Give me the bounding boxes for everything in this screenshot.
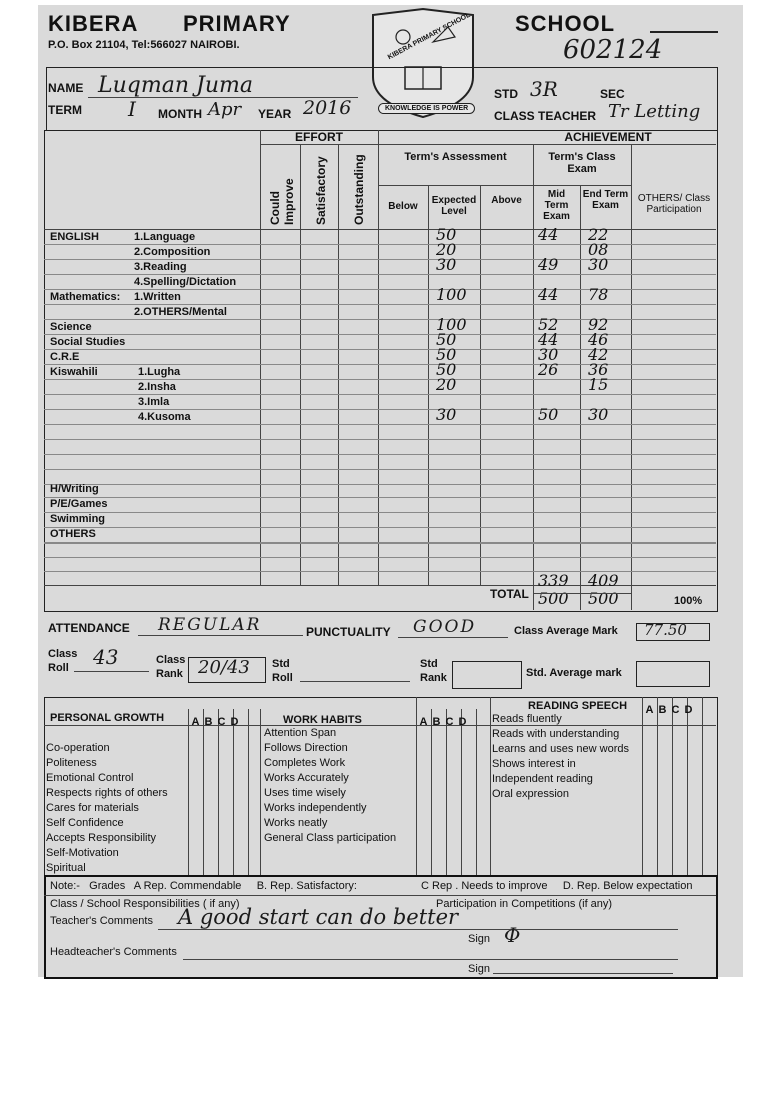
below-col: Below — [388, 201, 418, 212]
subject-name: 1.Lugha — [138, 366, 181, 378]
subject-name: 2.OTHERS/Mental — [134, 306, 227, 318]
class-roll-label: Class Roll — [48, 648, 78, 674]
subject-expected-mark: 50 — [436, 330, 457, 349]
subject-expected-mark: 20 — [436, 375, 457, 394]
month-label: MONTH — [158, 107, 202, 121]
personal-list-item: Respects rights of others — [46, 787, 168, 799]
subject-name: 1.Language — [134, 231, 196, 243]
std-rank-label: Std Rank — [420, 658, 447, 684]
punctuality-value: GOOD — [413, 617, 477, 637]
work-list-item: Uses time wisely — [264, 787, 346, 799]
std-value: 3R — [530, 77, 558, 101]
personal-list-item: Politeness — [46, 757, 97, 769]
total-end-bottom: 500 — [588, 589, 619, 608]
term-assessment-header: Term's Assessment — [404, 151, 507, 163]
month-value: Apr — [208, 99, 242, 120]
subject-end-mark: 36 — [588, 360, 609, 379]
reading-list-item: Reads fluently — [492, 713, 562, 725]
expected-col: Expected Level — [431, 195, 477, 217]
reading-list-item: Oral expression — [492, 788, 570, 800]
reading-list-item: Learns and uses new words — [492, 743, 629, 755]
subject-name: 2.Insha — [138, 381, 176, 393]
achievement-header: ACHIEVEMENT — [564, 130, 652, 144]
effort-outstanding: Outstanding — [352, 154, 366, 225]
term-value: I — [128, 97, 136, 121]
sec-label: SEC — [600, 87, 625, 101]
teacher-comment-value: A good start can do better — [178, 905, 459, 929]
subject-end-mark: 22 — [588, 225, 609, 244]
competitions-label: Participation in Competitions (if any) — [436, 898, 613, 910]
personal-list-item: Cares for materials — [46, 802, 139, 814]
subject-mid-mark: 50 — [538, 405, 559, 424]
total-label: TOTAL — [490, 587, 529, 601]
head-sign-label: Sign — [468, 963, 491, 975]
subject-group: Science — [50, 321, 92, 333]
std-label: STD — [494, 87, 518, 101]
school-name-mid: PRIMARY — [183, 11, 291, 36]
subject-expected-mark: 100 — [436, 315, 467, 334]
std-average-label: Std. Average mark — [526, 667, 622, 679]
std-roll-label: Std Roll — [272, 658, 293, 684]
work-list-item: Works Accurately — [264, 772, 349, 784]
end-term-col: End Term Exam — [582, 189, 629, 211]
total-mid-top: 339 — [538, 571, 569, 590]
subject-mid-mark: 30 — [538, 345, 559, 364]
subject-expected-mark: 30 — [436, 405, 457, 424]
effort-satisfactory: Satisfactory — [314, 156, 328, 225]
subject-end-mark: 78 — [588, 285, 609, 304]
subject-group: C.R.E — [50, 351, 80, 363]
subject-group: Mathematics: — [50, 291, 121, 303]
attendance-value: REGULAR — [158, 615, 262, 635]
handwritten-number: 602124 — [563, 35, 663, 65]
subject-end-mark: 46 — [588, 330, 609, 349]
personal-list-item: Emotional Control — [46, 772, 134, 784]
subject-expected-mark: 100 — [436, 285, 467, 304]
class-teacher-label: CLASS TEACHER — [494, 109, 597, 123]
subject-name: 4.Kusoma — [138, 411, 191, 423]
personal-list-item: Co-operation — [46, 742, 110, 754]
subject-mid-mark: 26 — [538, 360, 559, 379]
strike-mark — [650, 31, 718, 33]
reading-speech-header: READING SPEECH — [528, 700, 628, 712]
class-average-label: Class Average Mark — [514, 625, 618, 637]
others-col: OTHERS/ Class Participation — [637, 193, 711, 215]
name-label: NAME — [48, 81, 84, 95]
personal-list-item: Spiritual — [46, 862, 86, 874]
personal-list-item: Self Confidence — [46, 817, 124, 829]
teacher-comments-label: Teacher's Comments — [50, 915, 153, 927]
class-exam-header: Term's Class Exam — [548, 151, 616, 175]
class-teacher-value: Tr Letting — [608, 101, 701, 122]
effort-could-improve: Could Improve — [268, 178, 296, 225]
year-label: YEAR — [258, 107, 292, 121]
personal-growth-header: PERSONAL GROWTH — [50, 712, 165, 724]
responsibilities-label: Class / School Responsibilities ( if any) — [50, 898, 240, 910]
reading-list-item: Independent reading — [492, 773, 593, 785]
reading-grade-letters: A B C D — [645, 704, 693, 716]
reading-list-item: Reads with understanding — [492, 728, 620, 740]
personal-list-item: Accepts Responsibility — [46, 832, 157, 844]
punctuality-label: PUNCTUALITY — [306, 625, 391, 639]
subject-mid-mark: 44 — [538, 225, 559, 244]
subject-mid-mark: 49 — [538, 255, 559, 274]
subject-name: 4.Spelling/Dictation — [134, 276, 237, 288]
total-mid-bottom: 500 — [538, 589, 569, 608]
subject-mid-mark: 52 — [538, 315, 559, 334]
extra-subject: H/Writing — [50, 483, 99, 495]
teacher-sign-label: Sign — [468, 933, 491, 945]
class-rank-label: Class Rank — [156, 654, 186, 680]
personal-list-item: Self-Motivation — [46, 847, 119, 859]
mid-term-col: Mid Term Exam — [543, 189, 570, 222]
work-list-item: Completes Work — [264, 757, 346, 769]
attendance-label: ATTENDANCE — [48, 621, 130, 635]
subject-group: ENGLISH — [50, 231, 99, 243]
subject-group: Social Studies — [50, 336, 126, 348]
school-address: P.O. Box 21104, Tel:566027 NAIROBI. — [48, 39, 240, 51]
subject-end-mark: 92 — [588, 315, 609, 334]
subject-end-mark: 15 — [588, 375, 609, 394]
report-card — [38, 5, 743, 977]
subject-mid-mark: 44 — [538, 330, 559, 349]
subject-expected-mark: 20 — [436, 240, 457, 259]
work-list-item: Works independently — [264, 802, 367, 814]
subject-expected-mark: 30 — [436, 255, 457, 274]
subject-group: Kiswahili — [50, 366, 98, 378]
work-list-item: Works neatly — [264, 817, 328, 829]
total-end-top: 409 — [588, 571, 619, 590]
subject-name: 1.Written — [134, 291, 181, 303]
subject-expected-mark: 50 — [436, 360, 457, 379]
above-col: Above — [491, 195, 522, 206]
subject-end-mark: 42 — [588, 345, 609, 364]
class-roll-value: 43 — [93, 645, 119, 669]
work-habits-header: WORK HABITS — [283, 714, 362, 726]
work-list-item: Attention Span — [264, 727, 337, 739]
teacher-signature-icon: Φ — [504, 923, 521, 947]
work-grade-letters: A B C D — [419, 716, 467, 728]
subject-end-mark: 08 — [588, 240, 609, 259]
subject-end-mark: 30 — [588, 255, 609, 274]
seal-motto: KNOWLEDGE IS POWER — [378, 103, 475, 114]
subject-mid-mark: 44 — [538, 285, 559, 304]
class-average-value: 77.50 — [644, 621, 687, 639]
subject-name: 3.Reading — [134, 261, 187, 273]
subject-name: 3.Imla — [138, 396, 170, 408]
year-value: 2016 — [303, 97, 352, 119]
subject-expected-mark: 50 — [436, 345, 457, 364]
extra-subject: OTHERS — [50, 528, 96, 540]
seal-text: KIBERA PRIMARY SCHOOL — [386, 11, 472, 62]
school-name-left: KIBERA — [48, 11, 139, 36]
subject-name: 2.Composition — [134, 246, 211, 258]
grades-note-cd: C Rep . Needs to improve D. Rep. Below expectation — [421, 880, 693, 892]
extra-subject: P/E/Games — [50, 498, 108, 510]
grades-note: Note:- Grades A Rep. Commendable B. Rep. Satisfactory: — [50, 880, 357, 892]
term-label: TERM — [48, 103, 82, 117]
subject-end-mark: 30 — [588, 405, 609, 424]
work-list-item: Follows Direction — [264, 742, 348, 754]
head-comments-label: Headteacher's Comments — [50, 946, 177, 958]
school-name-right: SCHOOL — [515, 11, 616, 36]
name-value: Luqman Juma — [98, 73, 253, 98]
class-rank-value: 20/43 — [198, 657, 250, 678]
reading-list-item: Shows interest in — [492, 758, 576, 770]
subject-expected-mark: 50 — [436, 225, 457, 244]
personal-grade-letters: A B C D — [191, 716, 239, 728]
total-percent: 100% — [674, 595, 703, 607]
effort-header: EFFORT — [295, 130, 343, 144]
extra-subject: Swimming — [50, 513, 106, 525]
work-list-item: General Class participation — [264, 832, 397, 844]
